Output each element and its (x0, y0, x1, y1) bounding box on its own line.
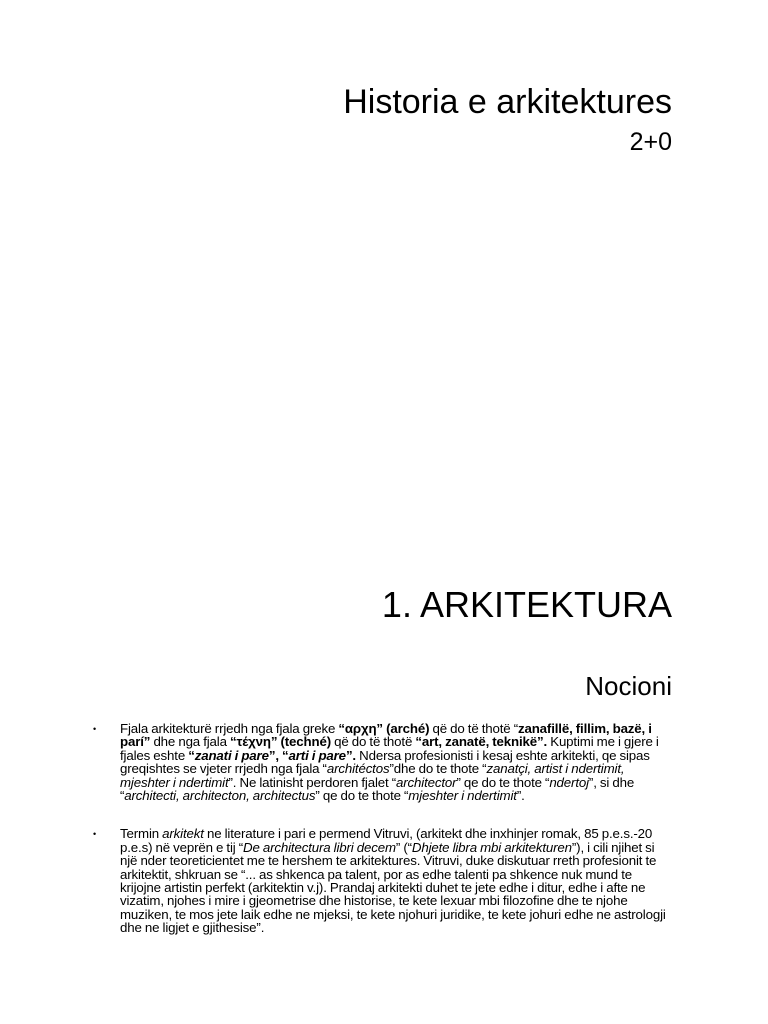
text-run: architector (396, 774, 457, 790)
section-title: 1. ARKITEKTURA (381, 584, 672, 625)
bullet-marker: • (93, 724, 97, 734)
text-run: ”dhe do te thote “ (389, 761, 487, 777)
text-run: “τέχνη” (techné) (230, 734, 332, 750)
paragraph-text (120, 826, 666, 935)
text-run: ”, si dhe “ (120, 774, 635, 804)
text-run: ”, “ (268, 747, 289, 763)
text-run: ”. (516, 788, 525, 804)
paragraph-list (93, 722, 673, 935)
text-run: Termin (120, 826, 163, 842)
text-run: Fjala arkitekturë rrjedh nga fjala greke (120, 721, 339, 736)
text-run: dhe nga fjala (150, 734, 230, 750)
text-run: ” qe do te thote “ (456, 774, 550, 790)
paragraph-text (120, 721, 659, 803)
text-run: që do të thotë “ (429, 721, 518, 736)
text-run: arti i pare (288, 747, 346, 763)
text-run: që do të thotë (331, 734, 416, 750)
text-run: zanati i pare (194, 747, 269, 763)
course-credits: 2+0 (629, 128, 672, 156)
text-run: zanatçi, artist i ndertimit, mjeshter i ndertimit (120, 761, 625, 790)
text-run: ”. Ne latinisht perdoren fjalet “ (228, 774, 396, 790)
text-run: ndertoj (549, 774, 589, 790)
text-run: ” (“ (395, 839, 412, 855)
text-run: mjeshter i ndertimit (408, 788, 517, 804)
bullet-marker: • (93, 829, 97, 840)
text-run: Kuptimi me i gjere i fjales eshte (120, 734, 659, 763)
text-run: architéctos (326, 761, 390, 777)
text-run: ” qe do te thote “ (315, 788, 409, 804)
text-run: De architectura libri decem (243, 839, 396, 855)
paragraph-vitruvius (93, 827, 673, 934)
text-run: Dhjete libra mbi arkitekturen (411, 839, 572, 855)
text-run: ”), i cili njihet si një nder teoreticientet me te hershem te arkitektures. Vitruvi, duke diskutuar rreth profesionit te arkitektit, shkruan se “... as shkenca pa talent, por as edhe talenti pa shkence nuk mund te krijojne artistin perfekt (arkitektin v.j). Prandaj arkitekti duhet te jete edhe i ditur, edhe i afte ne vizatim, njohes i mire i gjeometrise dhe historise, te kete lexuar mbi filozofine dhe te njohe muziken, te mos jete laik edhe ne mjeksi, te kete njohuri juridike, te kete johuri edhe ne astrologji dhe ne ligjet e gjithesise”. (120, 839, 666, 936)
paragraph-etymology (93, 722, 673, 802)
text-run: ne literature i pari e permend Vitruvi, (arkitekt dhe inxhinjer romak, 85 p.e.s.-20 p.e.s) në veprën e tij “ (120, 826, 653, 855)
text-run: “art, zanatë, teknikë”. (415, 734, 548, 750)
text-run: architecti, architecton, architectus (124, 788, 316, 804)
text-run: arkitekt (162, 826, 204, 842)
text-run: zanafillë, fillim, bazë, i parí” (120, 721, 652, 750)
section-subtitle: Nocioni (585, 671, 672, 701)
text-run: “αρχη” (arché) (338, 721, 430, 736)
text-run: “ (188, 747, 195, 763)
text-run: Ndersa profesionisti i kesaj eshte arkitekti, qe sipas greqishtes se vjeter rrjedh nga fjala “ (120, 747, 650, 777)
document-title: Historia e arkitektures (343, 83, 672, 121)
text-run: ”. (345, 747, 356, 763)
